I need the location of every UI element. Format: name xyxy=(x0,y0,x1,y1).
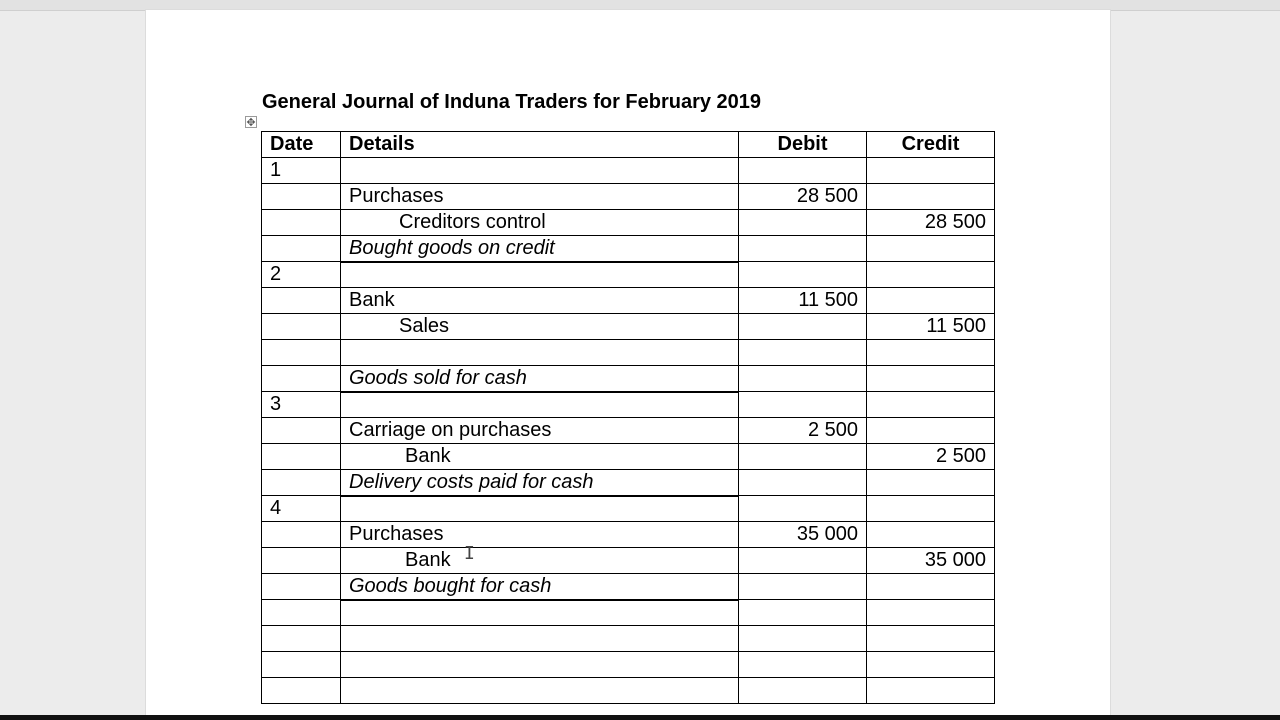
cell-credit[interactable] xyxy=(867,262,995,288)
cell-date[interactable] xyxy=(262,418,341,444)
cell-date[interactable] xyxy=(262,340,341,366)
details-text: Creditors control xyxy=(399,211,546,233)
cell-narration[interactable] xyxy=(341,470,739,496)
cell-date[interactable] xyxy=(262,548,341,574)
cell-details[interactable] xyxy=(341,184,739,210)
details-text: Sales xyxy=(399,315,450,337)
cell-debit[interactable] xyxy=(739,600,867,626)
cell-details[interactable] xyxy=(341,340,739,366)
cell-credit[interactable] xyxy=(867,522,995,548)
cell-debit[interactable] xyxy=(739,392,867,418)
journal-row xyxy=(262,678,995,704)
general-journal-table[interactable] xyxy=(261,131,995,704)
cell-debit[interactable] xyxy=(739,210,867,236)
cell-date[interactable] xyxy=(262,600,341,626)
details-text: Purchases xyxy=(349,523,444,545)
cell-credit[interactable]: 2 500 xyxy=(867,444,995,470)
cell-credit[interactable] xyxy=(867,288,995,314)
cell-details[interactable] xyxy=(341,444,739,470)
journal-row xyxy=(262,340,995,366)
cell-narration[interactable] xyxy=(341,236,739,262)
cell-credit[interactable] xyxy=(867,158,995,184)
cell-credit[interactable] xyxy=(867,340,995,366)
cell-details[interactable] xyxy=(341,314,739,340)
cell-date[interactable] xyxy=(262,470,341,496)
header-details[interactable]: Details xyxy=(341,132,739,158)
cell-credit[interactable]: 35 000 xyxy=(867,548,995,574)
cell-narration[interactable] xyxy=(341,574,739,600)
details-text: Bank xyxy=(405,549,451,571)
cell-debit[interactable] xyxy=(739,574,867,600)
journal-row xyxy=(262,470,995,496)
cell-debit[interactable] xyxy=(739,158,867,184)
cell-credit[interactable] xyxy=(867,418,995,444)
details-text: Purchases xyxy=(349,185,444,207)
cell-details[interactable] xyxy=(341,288,739,314)
cell-date[interactable]: 1 xyxy=(262,158,341,184)
cell-details[interactable] xyxy=(341,392,739,418)
journal-row xyxy=(262,444,995,470)
cell-details[interactable] xyxy=(341,548,739,574)
cell-details[interactable] xyxy=(341,626,739,652)
details-text: Bank xyxy=(349,289,395,311)
cell-date[interactable]: 2 xyxy=(262,262,341,288)
cell-credit[interactable] xyxy=(867,366,995,392)
cell-credit[interactable] xyxy=(867,678,995,704)
details-text: Delivery costs paid for cash xyxy=(349,470,594,493)
cell-credit[interactable] xyxy=(867,496,995,522)
cell-details[interactable] xyxy=(341,678,739,704)
journal-row xyxy=(262,392,995,418)
cell-debit[interactable] xyxy=(739,236,867,262)
journal-row xyxy=(262,496,995,522)
details-text: Goods bought for cash xyxy=(349,574,552,597)
cell-credit[interactable] xyxy=(867,574,995,600)
cell-credit[interactable] xyxy=(867,392,995,418)
cell-debit[interactable] xyxy=(739,652,867,678)
header-debit[interactable]: Debit xyxy=(739,132,867,158)
journal-row xyxy=(262,548,995,574)
document-page[interactable] xyxy=(146,10,1110,715)
journal-row xyxy=(262,158,995,184)
cell-date[interactable] xyxy=(262,678,341,704)
journal-row xyxy=(262,626,995,652)
cell-details[interactable] xyxy=(341,262,739,288)
cell-debit[interactable] xyxy=(739,262,867,288)
cell-debit[interactable]: 35 000 xyxy=(739,522,867,548)
cell-details[interactable] xyxy=(341,652,739,678)
cell-credit[interactable] xyxy=(867,652,995,678)
details-text: Carriage on purchases xyxy=(349,419,552,441)
cell-debit[interactable] xyxy=(739,366,867,392)
cell-date[interactable]: 3 xyxy=(262,392,341,418)
journal-body xyxy=(262,158,995,704)
cell-date[interactable] xyxy=(262,288,341,314)
cell-debit[interactable]: 2 500 xyxy=(739,418,867,444)
cell-date[interactable] xyxy=(262,184,341,210)
details-text: Bought goods on credit xyxy=(349,236,555,259)
cell-details[interactable] xyxy=(341,210,739,236)
cell-credit[interactable] xyxy=(867,236,995,262)
journal-row xyxy=(262,600,995,626)
journal-row xyxy=(262,314,995,340)
journal-row xyxy=(262,574,995,600)
cell-date[interactable]: 4 xyxy=(262,496,341,522)
document-title[interactable]: General Journal of Induna Traders for February 2019 xyxy=(262,91,762,113)
cell-credit[interactable] xyxy=(867,626,995,652)
table-move-handle-icon[interactable]: ✥ xyxy=(246,117,256,129)
cell-date[interactable] xyxy=(262,236,341,262)
header-credit[interactable]: Credit xyxy=(867,132,995,158)
cell-debit[interactable] xyxy=(739,496,867,522)
cell-date[interactable] xyxy=(262,366,341,392)
cell-details[interactable] xyxy=(341,418,739,444)
cell-date[interactable] xyxy=(262,626,341,652)
journal-row xyxy=(262,418,995,444)
cell-date[interactable] xyxy=(262,574,341,600)
cell-credit[interactable] xyxy=(867,470,995,496)
cell-details[interactable] xyxy=(341,158,739,184)
cell-date[interactable] xyxy=(262,444,341,470)
table-header-row xyxy=(262,132,995,158)
cell-details[interactable] xyxy=(341,600,739,626)
cell-details[interactable] xyxy=(341,522,739,548)
cell-debit[interactable] xyxy=(739,444,867,470)
cell-debit[interactable]: 11 500 xyxy=(739,288,867,314)
header-date[interactable]: Date xyxy=(262,132,341,158)
cell-debit[interactable]: 28 500 xyxy=(739,184,867,210)
cell-date[interactable] xyxy=(262,210,341,236)
cell-debit[interactable] xyxy=(739,548,867,574)
cell-credit[interactable]: 11 500 xyxy=(867,314,995,340)
journal-row xyxy=(262,236,995,262)
cell-debit[interactable] xyxy=(739,470,867,496)
cell-debit[interactable] xyxy=(739,314,867,340)
journal-row xyxy=(262,262,995,288)
journal-row xyxy=(262,288,995,314)
cell-debit[interactable] xyxy=(739,626,867,652)
journal-row xyxy=(262,210,995,236)
text-cursor-icon: I xyxy=(464,543,475,564)
journal-row xyxy=(262,366,995,392)
cell-date[interactable] xyxy=(262,652,341,678)
journal-row xyxy=(262,652,995,678)
journal-row xyxy=(262,184,995,210)
cell-debit[interactable] xyxy=(739,678,867,704)
cell-date[interactable] xyxy=(262,314,341,340)
cell-debit[interactable] xyxy=(739,340,867,366)
cell-credit[interactable] xyxy=(867,600,995,626)
bottom-edge xyxy=(0,715,1280,720)
cell-credit[interactable] xyxy=(867,184,995,210)
details-text: Bank xyxy=(405,445,451,467)
cell-narration[interactable] xyxy=(341,366,739,392)
details-text: Goods sold for cash xyxy=(349,366,527,389)
journal-row xyxy=(262,522,995,548)
cell-credit[interactable]: 28 500 xyxy=(867,210,995,236)
cell-date[interactable] xyxy=(262,522,341,548)
cell-details[interactable] xyxy=(341,496,739,522)
